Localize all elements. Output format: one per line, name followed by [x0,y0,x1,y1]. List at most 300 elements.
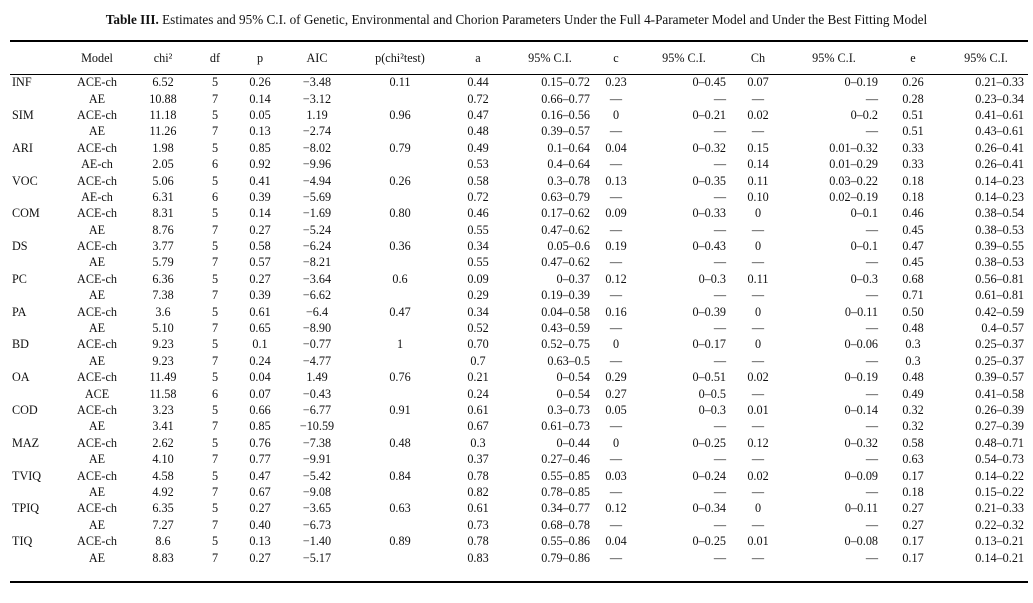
table-cell: 2.05 [152,157,174,172]
table-cell: AE-ch [81,189,113,204]
table-cell: 0.48 [902,370,924,385]
table-cell: 0.16 [605,304,627,319]
table-cell: ACE-ch [77,140,117,155]
table-cell: 0.92 [249,157,271,172]
table-cell: 0.24 [249,353,271,368]
table-title: Estimates and 95% C.I. of Genetic, Environmental and Chorion Parameters Under the Full 4-Parameter Model and Under the Best Fitting Model [162,12,928,27]
table-cell: −4.77 [302,353,332,368]
table-cell: 1.98 [152,140,174,155]
table-body [10,74,1028,566]
table-cell: 0.33 [902,140,924,155]
table-cell: — [713,517,726,532]
table-cell: −8.21 [302,255,332,270]
table-cell: — [865,222,878,237]
table-cell: 0.63 [902,452,924,467]
table-cell: 0.05–0.6 [547,239,590,254]
table-cell: 0.3 [905,353,921,368]
table-row [10,549,1028,565]
table-row [10,172,1028,188]
table-cell: 0–0.43 [692,239,726,254]
table-cell: 0.14–0.23 [975,173,1024,188]
table-cell: 0.4–0.64 [547,157,590,172]
table-cell: 11.58 [149,386,177,401]
table-cell: 0.36 [389,239,411,254]
table-row [10,238,1028,254]
table-cell: 0 [754,337,762,352]
table-cell: 0.09 [605,206,627,221]
table-cell: 0–0.19 [844,75,878,90]
table-cell: — [713,189,726,204]
table-cell: 0.3–0.78 [547,173,590,188]
variable-cell [10,451,62,467]
table-cell: 0.11 [389,75,411,90]
variable-cell: OA [12,370,30,385]
table-cell: 0.46 [467,206,489,221]
table-cell: −1.69 [302,206,332,221]
table-cell: 7.38 [152,288,174,303]
table-cell: 0.3 [470,435,486,450]
column-header: a [475,51,481,65]
table-cell: 0–0.54 [556,386,590,401]
table-cell: — [865,550,878,565]
table-cell: 8.83 [152,550,174,565]
table-cell [350,287,450,303]
table-cell: 5 [211,501,219,516]
table-cell: AE [88,484,106,499]
table-cell: 0.43–0.61 [975,124,1024,139]
table-cell: — [751,255,765,270]
table-cell: 6.35 [152,501,174,516]
table-cell: 0.77 [249,452,271,467]
variable-cell: SIM [12,107,34,122]
table-cell: ACE-ch [77,75,117,90]
variable-cell [10,418,62,434]
table-cell: 0–0.1 [850,239,878,254]
table-cell: 0–0.37 [556,271,590,286]
table-cell: 0.12 [747,435,769,450]
table-cell: 0.78 [467,534,489,549]
table-cell: 0.21 [467,370,489,385]
table-cell: 5 [211,239,219,254]
table-cell: 3.41 [152,419,174,434]
table-cell: 0.85 [249,140,271,155]
table-cell: 0.61 [467,403,489,417]
table-cell: 0.39 [249,288,271,303]
table-cell: 0.12 [605,501,627,516]
table-cell: −0.43 [302,386,332,401]
table-cell: 0.89 [389,534,411,549]
top-rule [10,40,1028,42]
table-cell: 3.77 [152,239,174,254]
table-cell: — [713,452,726,467]
table-cell: 5 [211,107,219,122]
table-cell: 0–0.2 [850,107,878,122]
table-cell: 7 [211,517,219,532]
table-cell: 0 [754,501,762,516]
table-cell: 0.91 [389,403,411,417]
table-cell: 0.50 [902,304,924,319]
table-cell: 0.1 [252,337,268,352]
table-cell: 0.24 [467,386,489,401]
table-cell: — [609,353,623,368]
table-row [10,303,1028,319]
table-cell: 6.36 [152,271,174,286]
table-cell: — [865,484,878,499]
table-cell: 0.22–0.32 [975,517,1024,532]
table-cell: 0.55–0.86 [541,534,590,549]
table-cell [350,353,450,369]
table-cell: 5.06 [152,173,174,188]
table-cell: 7 [211,255,219,270]
variable-cell [10,353,62,369]
table-row [10,156,1028,172]
table-cell: −6.62 [302,288,332,303]
table-row [10,353,1028,369]
table-cell: 0.63–0.79 [541,189,590,204]
table-cell: 0.16–0.56 [541,107,590,122]
table-cell: 0.47 [467,107,489,122]
table-cell: 7 [211,222,219,237]
table-cell: 0.14 [747,157,769,172]
table-cell: 0.29 [467,288,489,303]
column-header: 95% C.I. [528,51,572,65]
table-cell: — [713,91,726,106]
table-cell: 0–0.19 [844,370,878,385]
table-cell: 0.23–0.34 [975,91,1024,106]
table-cell: 0.02 [747,468,769,483]
table-cell: — [609,550,623,565]
table-cell: 0.11 [747,173,769,188]
table-caption [0,12,1033,28]
table-label: Table III. [105,12,159,27]
table-cell: 0.41–0.58 [975,386,1024,401]
table-cell: 4.92 [152,484,174,499]
table-cell: 0–0.17 [692,337,726,352]
table-cell: — [713,321,726,336]
table-cell: — [609,419,623,434]
table-cell: 10.88 [149,91,177,106]
table-cell: 0.13 [249,124,271,139]
variable-cell [10,549,62,565]
table-cell: 0.13–0.21 [975,534,1024,549]
table-cell: 0.56–0.81 [975,271,1024,286]
table-cell: 0.04 [605,534,627,549]
table-cell: 0.23 [605,75,627,90]
table-cell: 0 [612,337,620,352]
table-cell: 0.34–0.77 [541,501,590,516]
bottom-rule [10,581,1028,583]
table-cell: −10.59 [299,419,335,434]
table-row [10,467,1028,483]
table-cell: — [865,255,878,270]
table-cell: — [713,353,726,368]
table-cell: 0.57 [249,255,271,270]
column-header: df [209,51,221,65]
table-cell: 0.15 [747,140,769,155]
table-cell: 0.01–0.29 [829,157,878,172]
table-cell: 9.23 [152,353,174,368]
variable-cell [10,90,62,106]
table-cell: 0.25–0.37 [975,337,1024,352]
table-cell: 0–0.39 [692,304,726,319]
table-cell: 5 [211,370,219,385]
table-cell: 0.78–0.85 [541,484,590,499]
table-cell: 0.11 [747,271,769,286]
table-cell: −9.91 [302,452,332,467]
table-cell [350,385,450,401]
table-cell: −5.42 [302,468,332,483]
table-cell: 8.6 [155,534,171,549]
table-cell: — [609,288,623,303]
table-cell: 0.26–0.41 [975,140,1024,155]
variable-cell: ARI [12,140,33,155]
table-cell: AE [88,517,106,532]
table-cell: 0.3 [905,337,921,352]
table-cell: −7.38 [302,435,332,450]
table-cell: 0.67 [467,419,489,434]
table-cell: — [713,288,726,303]
table-cell: 0.48–0.71 [975,435,1024,450]
table-row [10,189,1028,205]
table-cell: 0.46 [902,206,924,221]
variable-cell [10,320,62,336]
table-cell: — [751,452,765,467]
table-cell: ACE-ch [77,501,117,516]
table-cell: 0.68–0.78 [541,517,590,532]
table-cell: 3.6 [155,304,171,319]
table-cell: 0.17 [902,550,924,565]
table-cell: 0.45 [902,222,924,237]
table-cell: 0.13 [249,534,271,549]
table-cell: 7 [211,353,219,368]
table-cell: 0.96 [389,107,411,122]
column-header: 95% C.I. [812,51,856,65]
table-cell: 0.70 [467,337,489,352]
variable-cell: COD [12,403,38,417]
table-row [10,500,1028,516]
table-cell: 0.38–0.53 [975,222,1024,237]
variable-cell: PC [12,271,27,286]
table-cell: 7 [211,419,219,434]
table-cell: 0–0.21 [692,107,726,122]
table-cell: 0.13 [605,173,627,188]
table-cell: 0–0.08 [844,534,878,549]
table-row [10,369,1028,385]
table-cell: 6.31 [152,189,174,204]
column-header: AIC [306,51,328,65]
table-cell: 0.39–0.57 [541,124,590,139]
table-cell: 7 [211,288,219,303]
variable-cell [10,517,62,533]
table-cell: 0.01–0.32 [829,140,878,155]
table-cell: 0.27 [902,501,924,516]
table-cell: — [865,288,878,303]
table-cell: 0.32 [902,403,924,417]
table-row [10,517,1028,533]
table-cell: 0.47 [902,239,924,254]
table-cell: 0–0.3 [698,403,726,417]
table-cell: 0.58 [902,435,924,450]
table-cell: 0–0.5 [698,386,726,401]
table-cell [350,222,450,238]
table-cell: ACE-ch [77,173,117,188]
table-cell: 0.79 [389,140,411,155]
table-cell: ACE-ch [77,107,117,122]
table-cell: — [865,124,878,139]
table-cell: 0.47–0.62 [541,222,590,237]
table-cell: 7 [211,124,219,139]
table-cell: ACE-ch [77,271,117,286]
table-cell: −0.77 [302,337,332,352]
column-header [10,43,62,74]
table-cell: 7 [211,550,219,565]
column-header: 95% C.I. [662,51,706,65]
column-header: e [910,51,916,65]
table-cell: — [609,222,623,237]
table-cell: 5 [211,403,219,417]
variable-cell: TIQ [12,534,33,549]
table-cell: 7 [211,484,219,499]
estimates-table [10,43,1028,566]
table-cell: 5 [211,173,219,188]
table-cell: 0.49 [467,140,489,155]
table-row [10,418,1028,434]
table-cell: 0.33 [902,157,924,172]
table-cell: 4.58 [152,468,174,483]
table-cell: — [751,124,765,139]
table-cell: 0.38–0.53 [975,255,1024,270]
table-cell: 0.04 [605,140,627,155]
table-cell: — [751,91,765,106]
table-cell: — [609,124,623,139]
table-cell: 3.23 [152,403,174,417]
table-cell: 0.39–0.57 [975,370,1024,385]
table-cell: 5 [211,271,219,286]
table-cell: 0.41 [249,173,271,188]
table-cell: — [865,321,878,336]
table-cell: 0–0.11 [844,304,878,319]
table-cell: 0.37 [467,452,489,467]
variable-cell [10,222,62,238]
table-cell: 0.19 [605,239,627,254]
table-cell: — [609,91,623,106]
table-cell: 0.84 [389,468,411,483]
variable-cell [10,156,62,172]
table-cell: 0.66 [249,403,271,417]
table-row [10,435,1028,451]
table-cell: 0–0.25 [692,435,726,450]
table-cell: 0.42–0.59 [975,304,1024,319]
table-cell: 0 [754,239,762,254]
table-cell: 0.26 [389,173,411,188]
table-cell: 0.1–0.64 [547,140,590,155]
table-cell: 0.04 [249,370,271,385]
table-cell: 0.61 [467,501,489,516]
variable-cell: TPIQ [12,501,40,516]
column-header: p [256,51,264,65]
table-row [10,402,1028,418]
table-cell: 0.27–0.46 [541,452,590,467]
table-cell: — [751,484,765,499]
table-cell: −2.74 [302,124,332,139]
table-cell: 0.09 [467,271,489,286]
table-cell: — [609,255,623,270]
table-cell: 0.17 [902,534,924,549]
table-cell: 0.78 [467,468,489,483]
table-cell: −6.77 [302,403,332,417]
table-cell: 6 [211,157,219,172]
table-cell: 4.10 [152,452,174,467]
variable-cell [10,385,62,401]
table-row [10,107,1028,123]
table-cell [350,189,450,205]
table-cell: AE [88,321,106,336]
table-cell: 0.27 [249,271,271,286]
table-cell: 0–0.11 [844,501,878,516]
table-cell: — [713,484,726,499]
table-cell: 0.26–0.41 [975,157,1024,172]
table-cell: — [751,288,765,303]
table-cell: 11.49 [149,370,177,385]
table-cell: 5 [211,468,219,483]
table-cell: 0–0.32 [844,435,878,450]
table-cell: AE [88,550,106,565]
table-cell: 0.01 [747,534,769,549]
table-cell: — [751,419,765,434]
table-cell: 5 [211,75,219,90]
table-cell [350,90,450,106]
table-cell: AE [88,255,106,270]
table-row [10,451,1028,467]
table-cell: 0.27 [249,550,271,565]
table-cell: −5.69 [302,189,332,204]
table-cell: 0.03–0.22 [829,173,878,188]
table-cell: −3.65 [302,501,332,516]
table-cell: 0.54–0.73 [975,452,1024,467]
table-cell: 0.14 [249,206,271,221]
table-row [10,205,1028,221]
table-cell: 0.73 [467,517,489,532]
table-cell: 0.52 [467,321,489,336]
table-cell: 0–0.1 [850,206,878,221]
table-cell: 0.39 [249,189,271,204]
table-cell: — [751,353,765,368]
table-cell: — [609,157,623,172]
table-cell: 0.48 [902,321,924,336]
table-cell: 0.48 [467,124,489,139]
table-cell: 0.15–0.22 [975,484,1024,499]
table-cell: 0.58 [467,173,489,188]
table-cell: 0.66–0.77 [541,91,590,106]
table-cell: 0.02 [747,370,769,385]
table-cell: 7 [211,91,219,106]
table-cell [350,254,450,270]
table-cell: 0.44 [467,75,489,90]
header-row [10,43,1028,74]
table-cell: ACE-ch [77,337,117,352]
table-cell: 0.55–0.85 [541,468,590,483]
table-cell: 0.38–0.54 [975,206,1024,221]
table-cell: 0.45 [902,255,924,270]
table-cell: 0.07 [249,386,271,401]
table-cell: AE [88,288,106,303]
table-cell: 0.27 [249,222,271,237]
table-cell: 0.3–0.73 [547,403,590,417]
table-cell: −3.12 [302,91,332,106]
table-cell: 0.83 [467,550,489,565]
table-cell: 0.26 [249,75,271,90]
table-cell [350,517,450,533]
